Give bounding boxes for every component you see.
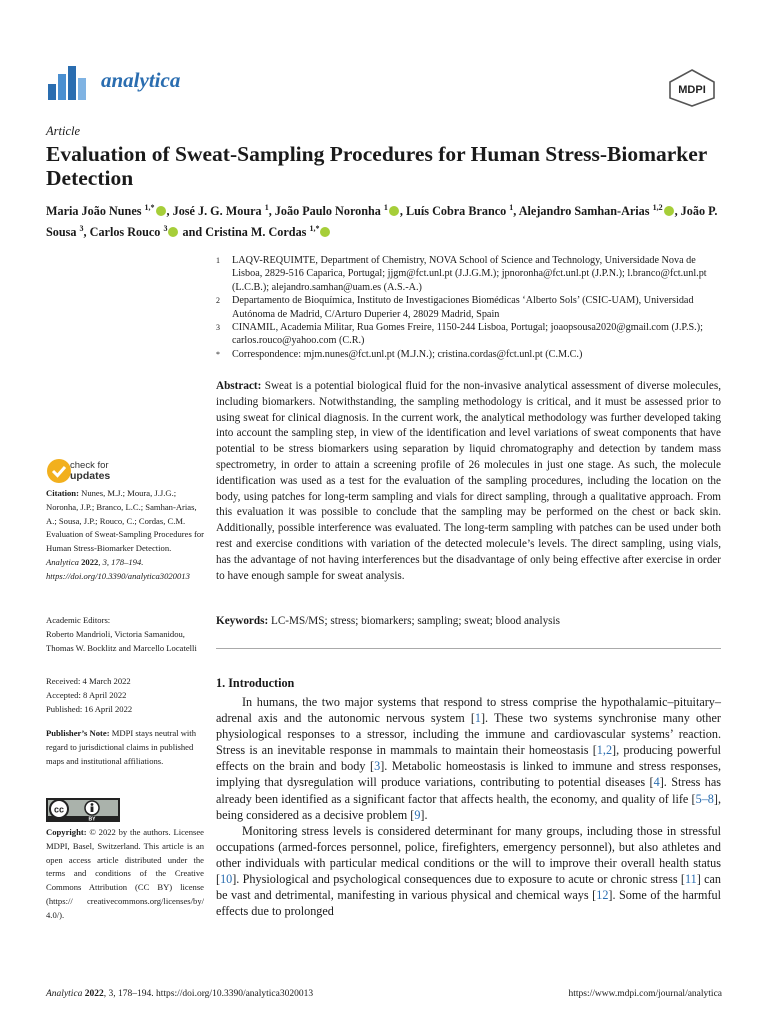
intro-text: ]. Stress has already been identified as a significant factor that affects health, the economy, and quality of life [ bbox=[216, 775, 721, 806]
reference-link[interactable]: 1,2 bbox=[596, 743, 613, 758]
author-name: João Paulo Noronha bbox=[274, 204, 381, 219]
citation-label: Citation: bbox=[46, 488, 79, 498]
affiliation-number: 1 bbox=[216, 256, 220, 265]
footer-rest[interactable]: , 3, 178–194. https://doi.org/10.3390/analytica3020013 bbox=[103, 989, 314, 999]
affiliation-text: Correspondence: mjm.nunes@fct.unl.pt (M.J.N.); cristina.cordas@fct.unl.pt (C.M.C.) bbox=[232, 348, 583, 360]
check-line1: check for bbox=[70, 460, 109, 471]
author-name: Maria João Nunes bbox=[46, 204, 142, 219]
author-affiliation: 1 bbox=[509, 203, 514, 212]
reference-link[interactable]: 11 bbox=[684, 872, 697, 887]
reference-link[interactable]: 1 bbox=[474, 711, 481, 726]
keywords-text: LC-MS/MS; stress; biomarkers; sampling; sweat; blood analysis bbox=[271, 615, 560, 627]
editors-names: Roberto Mandrioli, Victoria Samanidou, Thomas W. Bocklitz and Marcello Locatelli bbox=[46, 628, 197, 653]
intro-text: ], producing powerful effects on the brain and body [ bbox=[216, 743, 721, 774]
footer-journal-url[interactable]: https://www.mdpi.com/journal/analytica bbox=[568, 989, 722, 999]
affiliation-item bbox=[216, 294, 728, 321]
author-list: Maria João Nunes $^{1,*}$ , José J. G. Moura $^1$, João Paulo Noronha $^1$ , Luís Cobra Branco $^1$, Alejandro Samhan-Arias $^{1,2}$ , João P. Sousa $^3$, Carlos Rouco $^3$ and Cristina M. Cordas $^{1,*}$ bbox=[46, 203, 718, 240]
affiliation-number: * bbox=[216, 349, 220, 359]
reference-link[interactable]: 9 bbox=[414, 807, 421, 822]
intro-text: ], being considered as a decisive problem [ bbox=[216, 791, 721, 822]
orcid-icon[interactable] bbox=[156, 206, 166, 216]
intro-paragraph bbox=[216, 694, 721, 823]
page-title: Evaluation of Sweat-Sampling Procedures for Human Stress-Biomarker Detection bbox=[46, 142, 707, 190]
citation-block bbox=[46, 487, 204, 584]
reference-link[interactable]: 3 bbox=[374, 759, 381, 774]
orcid-icon[interactable] bbox=[389, 206, 399, 216]
abstract-label: Abstract: bbox=[216, 380, 262, 392]
affiliation-text: Departamento de Bioquímica, Instituto de Investigaciones Biomédicas ‘Alberto Sols’ (CSIC-UAM), Universidad Autónoma de Madrid, C/Arturo Duperier 4, 28029 Madrid, Spain bbox=[232, 295, 694, 320]
check-for-updates-button[interactable] bbox=[46, 458, 166, 486]
author-affiliation: 3 bbox=[79, 224, 84, 234]
reference-link[interactable]: 10 bbox=[220, 872, 233, 887]
cc-by-license-icon[interactable] bbox=[46, 798, 120, 822]
mdpi-logo-text: MDPI bbox=[678, 84, 706, 96]
reference-link[interactable]: 12 bbox=[596, 888, 609, 903]
note-label: Publisher’s Note: bbox=[46, 728, 110, 738]
footer-year: 2022 bbox=[84, 989, 104, 999]
article-type: Article bbox=[46, 124, 81, 138]
citation-year: 2022 bbox=[81, 556, 99, 567]
section-divider bbox=[216, 648, 721, 649]
author-name: Carlos Rouco bbox=[89, 225, 161, 240]
intro-text: ] can be vast and detrimental, manifesting in various physical and chemical ways [ bbox=[216, 872, 721, 903]
svg-text:cc: cc bbox=[53, 804, 65, 815]
reference-link[interactable]: 5–8 bbox=[695, 791, 714, 806]
footer-journal: Analytica bbox=[46, 989, 83, 999]
author-affiliation: 1,* bbox=[309, 224, 320, 234]
author-name: José J. G. Moura bbox=[172, 204, 262, 219]
intro-text: ]. Some of the harmful effects due to prolonged bbox=[216, 888, 721, 919]
editors-block bbox=[46, 614, 204, 655]
copyright-text: © 2022 by the authors. Licensee MDPI, Basel, Switzerland. This article is an open access article distributed under the terms and conditions of the Creative Commons Attribution (CC BY) license (https:// creativecommons.org/licenses/by/ 4.0/). bbox=[46, 827, 204, 920]
intro-text: ]. Physiological and psychological consequences due to exposure to acute or chronic stress [ bbox=[232, 872, 685, 887]
mdpi-logo-icon bbox=[666, 68, 718, 108]
orcid-icon[interactable] bbox=[168, 227, 178, 237]
copyright-label: Copyright: bbox=[46, 827, 87, 837]
author-name: João P. Sousa bbox=[46, 204, 718, 240]
author-affiliation: 1 bbox=[383, 203, 388, 212]
author-name: Luís Cobra Branco bbox=[406, 204, 507, 219]
keywords bbox=[216, 615, 721, 627]
orcid-icon[interactable] bbox=[664, 206, 674, 216]
check-line2: updates bbox=[70, 470, 111, 482]
citation-journal: Analytica bbox=[46, 556, 79, 567]
author-and: and bbox=[179, 225, 206, 240]
affiliation-text: LAQV-REQUIMTE, Department of Chemistry, NOVA School of Science and Technology, Universidade Nova de Lisboa, 2829-516 Caparica, Portugal; jjgm@fct.unl.pt (J.J.G.M.); jpnoronha@fct.unl.pt (J.P.N.); l.branco@fct.unl.pt (L.C.B.); alejandro.samhan@uam.es (A.S.-A.) bbox=[232, 255, 707, 293]
reference-link[interactable]: 4 bbox=[653, 775, 660, 790]
author-affiliation: 1 bbox=[264, 203, 269, 212]
affiliation-item bbox=[216, 321, 728, 348]
dates-block bbox=[46, 675, 204, 716]
intro-text: Monitoring stress levels is considered determinant for many groups, including those in stressful occupations (armed-forces personnel, police, firefighters, emergency personnel), but also athletes and other individuals with particular medical conditions or the will to improve their overall health status [ bbox=[216, 823, 721, 887]
note-text: MDPI stays neutral with regard to jurisdictional claims in published maps and institutional affiliations. bbox=[46, 728, 196, 766]
editors-label: Academic Editors: bbox=[46, 615, 111, 625]
intro-text: ]. Metabolic homeostasis is linked to immune and stress responses, implying that dysregulation will produce variations, contributing to potential diseases [ bbox=[216, 759, 721, 790]
cc-badge-text: BY bbox=[88, 816, 96, 822]
abstract bbox=[216, 379, 721, 584]
intro-text: ]. bbox=[420, 807, 428, 822]
abstract-text: Sweat is a potential biological fluid for the non-invasive analytical assessment of diverse molecules, including biomarkers. Notwithstanding, the sampling methodology is critical, and it must be assessed prior to using sweat for clinical diagnosis. In the current work, the analytical methodology was further developed taking into account the sampling step, in view of the identification and level variations of sweat components that have potential to be stress biomarkers using separation by liquid chromatography and detection by tandem mass spectrometry, in order to attain a screening profile of 26 molecules in just one stage. As such, the molecule identification was used as a test for the evaluation of the sampling procedures, including the location on the body, using patches for long-term sampling and vials for direct sampling, through a qualitative approach. From this evaluation it was possible to conclude that the sampling may be performed on the chest or back skin. Additionally, possible interference was evaluated. The long-term sampling with patches can be used under both rest and exercise conditions with variation of the detected molecule’s levels. The direct sampling, using vials, has the advantage of not having interferences but the disadvantage of only being effective after exercise in order to have enough sample for sweat analysis. bbox=[216, 380, 722, 582]
intro-body bbox=[216, 694, 721, 919]
orcid-icon[interactable] bbox=[320, 227, 330, 237]
affiliation-number: 2 bbox=[216, 296, 220, 306]
received-date: Received: 4 March 2022 bbox=[46, 676, 131, 686]
author-name: Cristina M. Cordas bbox=[205, 225, 307, 240]
citation-text: Nunes, M.J.; Moura, J.J.G.; Noronha, J.P.; Branco, L.C.; Samhan-Arias, A.; Sousa, J.P.; Rouco, C.; Cordas, C.M. Evaluation of Sweat-Sampling Procedures for Human Stress-Biomarker Detection. bbox=[46, 488, 204, 554]
affiliation-item bbox=[216, 348, 728, 361]
author-affiliation: 3 bbox=[163, 224, 168, 234]
copyright-block bbox=[46, 826, 204, 923]
affiliation-number: 3 bbox=[216, 323, 220, 333]
affiliations bbox=[216, 254, 728, 361]
intro-paragraph bbox=[216, 823, 721, 920]
citation-rest: , 3, 178–194. https://doi.org/10.3390/analytica3020013 bbox=[46, 556, 190, 581]
affiliation-item bbox=[216, 254, 728, 294]
keywords-label: Keywords: bbox=[216, 615, 269, 627]
author-affiliation: 1,* bbox=[144, 203, 155, 212]
published-date: Published: 16 April 2022 bbox=[46, 703, 133, 714]
intro-text: In humans, the two major systems that respond to stress comprise the hypothalamic–pituitary–adrenal axis and the autonomic nervous system [ bbox=[216, 695, 721, 726]
intro-text: ]. These two systems synchronise many other physiological responses to a stressor, including the immune and cardiovascular systems’ reaction. Stress is an inevitable response in mammals to maintain their homeostasis [ bbox=[216, 711, 721, 758]
accepted-date: Accepted: 8 April 2022 bbox=[46, 689, 127, 700]
affiliation-text: CINAMIL, Academia Militar, Rua Gomes Freire, 1150-244 Lisboa, Portugal; joaopsousa2020@gmail.com (J.P.S.); carlos.rouco@yahoo.com (C.R.) bbox=[232, 322, 703, 347]
analytica-logo-icon bbox=[46, 62, 90, 102]
publisher-note bbox=[46, 727, 204, 768]
footer-citation bbox=[46, 989, 313, 999]
journal-name: analytica bbox=[101, 68, 181, 92]
author-affiliation: 1,2 bbox=[652, 203, 663, 212]
author-name: Alejandro Samhan-Arias bbox=[518, 204, 650, 219]
section-title: 1. Introduction bbox=[216, 676, 295, 690]
check-updates-icon bbox=[46, 458, 72, 484]
